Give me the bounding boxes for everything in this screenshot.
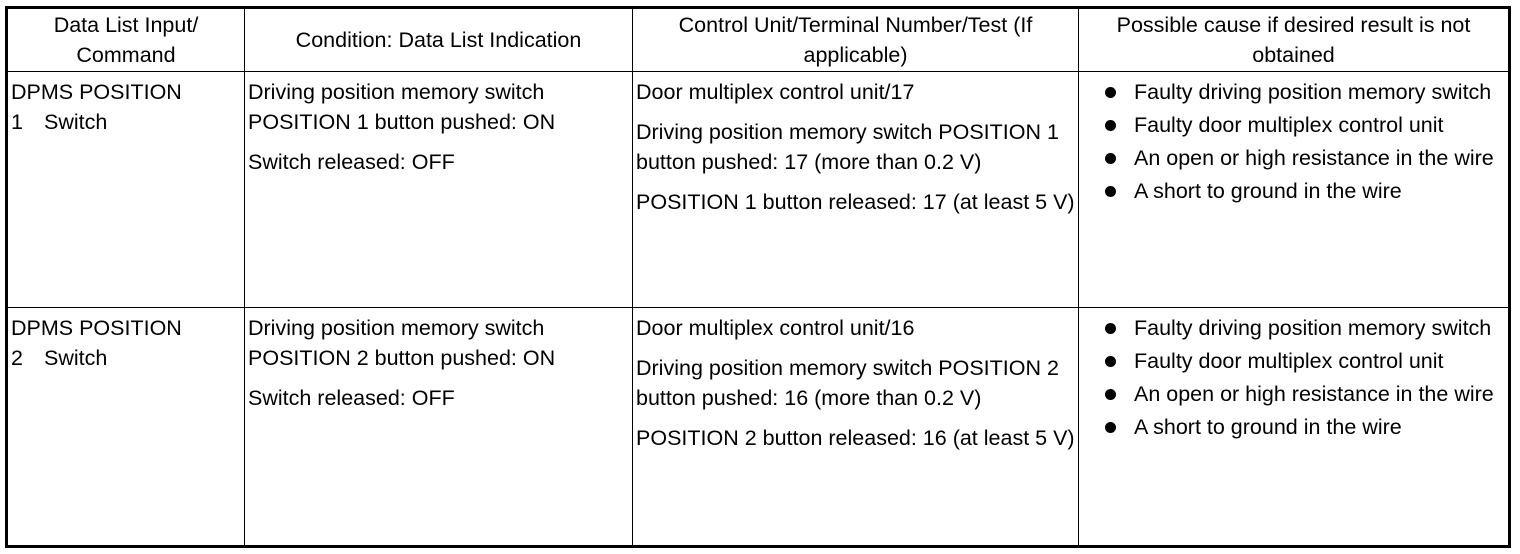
cell-causes (1079, 72, 1510, 308)
cell-input (7, 308, 245, 547)
bullet-icon (1105, 422, 1116, 433)
diagnostic-table (5, 6, 1511, 548)
input-suffix: Switch (44, 346, 108, 370)
input-name: DPMS POSITION (11, 316, 182, 340)
input-suffix: Switch (44, 110, 108, 134)
table-row (7, 308, 1510, 547)
list-item (1102, 110, 1506, 140)
input-index: 1 (11, 110, 23, 134)
cause-text: A short to ground in the wire (1134, 179, 1402, 203)
cause-text: A short to ground in the wire (1134, 415, 1402, 439)
cause-text: An open or high resistance in the wire (1134, 382, 1494, 406)
cause-text: Faulty driving position memory switch (1134, 80, 1492, 104)
list-item (1102, 313, 1506, 343)
control-text: POSITION 2 button released: 16 (at least 5 V) (636, 426, 1075, 450)
causes-list (1082, 313, 1506, 442)
cell-input (7, 72, 245, 308)
condition-text: Switch released: OFF (248, 150, 455, 174)
condition-text: Driving position memory switch POSITION 2 button pushed: ON (248, 316, 556, 370)
list-item (1102, 176, 1506, 206)
list-item (1102, 77, 1506, 107)
bullet-icon (1105, 186, 1116, 197)
cause-text: Faulty door multiplex control unit (1134, 113, 1444, 137)
cell-control (633, 72, 1079, 308)
cell-control (633, 308, 1079, 547)
header-row (7, 8, 1510, 72)
control-text: Door multiplex control unit/16 (636, 316, 915, 340)
condition-text: Switch released: OFF (248, 386, 455, 410)
cause-text: Faulty driving position memory switch (1134, 316, 1492, 340)
bullet-icon (1105, 153, 1116, 164)
input-index: 2 (11, 346, 23, 370)
condition-text: Driving position memory switch POSITION 1 button pushed: ON (248, 80, 556, 134)
list-item (1102, 346, 1506, 376)
list-item (1102, 143, 1506, 173)
bullet-icon (1105, 87, 1116, 98)
cell-causes (1079, 308, 1510, 547)
control-text: Driving position memory switch POSITION 1 button pushed: 17 (more than 0.2 V) (636, 120, 1059, 174)
table-row (7, 72, 1510, 308)
bullet-icon (1105, 389, 1116, 400)
header-condition: Condition: Data List Indication (245, 8, 633, 72)
control-text: Driving position memory switch POSITION 2 button pushed: 16 (more than 0.2 V) (636, 356, 1059, 410)
bullet-icon (1105, 323, 1116, 334)
cell-condition (245, 308, 633, 547)
control-text: Door multiplex control unit/17 (636, 80, 915, 104)
bullet-icon (1105, 120, 1116, 131)
header-possible-cause: Possible cause if desired result is not obtained (1079, 8, 1510, 72)
list-item (1102, 412, 1506, 442)
input-name: DPMS POSITION (11, 80, 182, 104)
list-item (1102, 379, 1506, 409)
cause-text: An open or high resistance in the wire (1134, 146, 1494, 170)
cell-condition (245, 72, 633, 308)
cause-text: Faulty door multiplex control unit (1134, 349, 1444, 373)
causes-list (1082, 77, 1506, 206)
header-data-list-input: Data List Input/ Command (7, 8, 245, 72)
header-control-unit: Control Unit/Terminal Number/Test (If applicable) (633, 8, 1079, 72)
bullet-icon (1105, 356, 1116, 367)
control-text: POSITION 1 button released: 17 (at least 5 V) (636, 190, 1075, 214)
